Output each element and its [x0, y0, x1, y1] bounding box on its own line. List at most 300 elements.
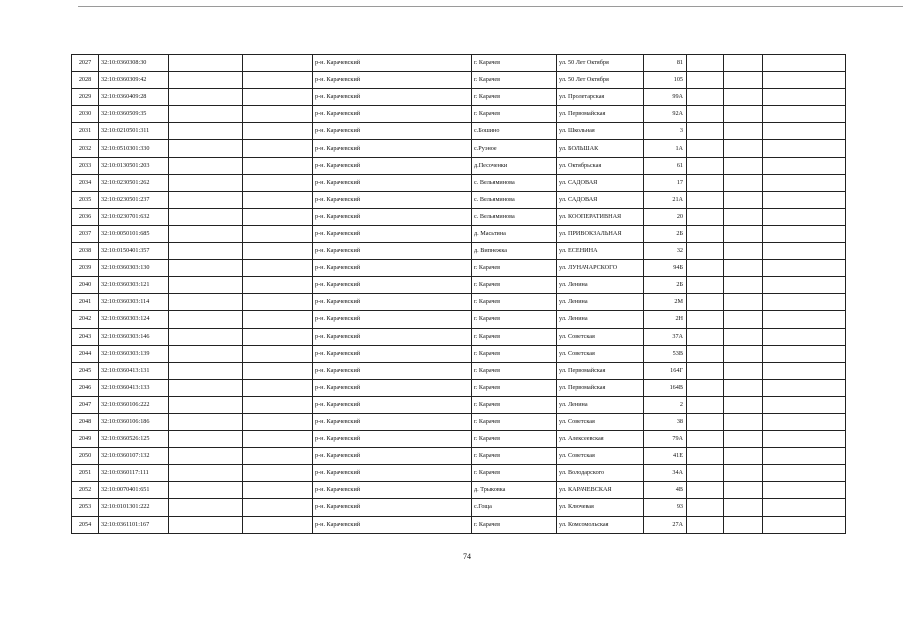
district-cell: р-н. Карачевский [313, 174, 472, 191]
house-number: 99А [644, 89, 687, 106]
street-cell: ул. Школьная [557, 123, 644, 140]
table-row [72, 72, 846, 89]
table-row [72, 123, 846, 140]
district-cell: р-н. Карачевский [313, 260, 472, 277]
house-number: 164В [644, 379, 687, 396]
street-cell: ул. САДОВАЯ [557, 174, 644, 191]
empty-cell [243, 55, 313, 72]
empty-cell [243, 225, 313, 242]
locality-cell: с. Вельяминова [472, 174, 557, 191]
empty-cell [243, 277, 313, 294]
empty-cell [724, 55, 763, 72]
empty-cell [763, 294, 846, 311]
district-cell: р-н. Карачевский [313, 243, 472, 260]
empty-cell [724, 123, 763, 140]
row-number: 2054 [72, 516, 99, 533]
empty-cell [687, 328, 724, 345]
row-number: 2041 [72, 294, 99, 311]
street-cell: ул. ЕСЕНИНА [557, 243, 644, 260]
empty-cell [763, 379, 846, 396]
empty-cell [687, 482, 724, 499]
table-row [72, 448, 846, 465]
locality-cell: г. Карачев [472, 379, 557, 396]
district-cell: р-н. Карачевский [313, 294, 472, 311]
empty-cell [243, 157, 313, 174]
street-cell: ул. Первомайская [557, 106, 644, 123]
empty-cell [687, 225, 724, 242]
empty-cell [687, 431, 724, 448]
empty-cell [763, 431, 846, 448]
empty-cell [169, 379, 243, 396]
empty-cell [243, 311, 313, 328]
locality-cell: с. Вельяминова [472, 208, 557, 225]
district-cell: р-н. Карачевский [313, 55, 472, 72]
house-number: 37А [644, 328, 687, 345]
empty-cell [724, 174, 763, 191]
district-cell: р-н. Карачевский [313, 516, 472, 533]
house-number: 2 [644, 396, 687, 413]
house-number: 2Б [644, 277, 687, 294]
row-number: 2043 [72, 328, 99, 345]
table-row [72, 106, 846, 123]
table-row [72, 465, 846, 482]
empty-cell [243, 482, 313, 499]
district-cell: р-н. Карачевский [313, 431, 472, 448]
empty-cell [169, 225, 243, 242]
locality-cell: г. Карачев [472, 396, 557, 413]
cadastral-number: 32:10:0360303:114 [99, 294, 169, 311]
locality-cell: г. Карачев [472, 362, 557, 379]
empty-cell [724, 260, 763, 277]
street-cell: ул. БОЛЬШАК [557, 140, 644, 157]
empty-cell [243, 140, 313, 157]
street-cell: ул. Пролетарская [557, 89, 644, 106]
house-number: 2Б [644, 225, 687, 242]
row-number: 2028 [72, 72, 99, 89]
page-number: 74 [463, 552, 471, 561]
empty-cell [724, 191, 763, 208]
empty-cell [169, 191, 243, 208]
row-number: 2032 [72, 140, 99, 157]
empty-cell [243, 396, 313, 413]
cadastral-number: 32:10:0360303:146 [99, 328, 169, 345]
table-row [72, 208, 846, 225]
street-cell: ул. Первомайская [557, 379, 644, 396]
empty-cell [243, 106, 313, 123]
empty-cell [687, 140, 724, 157]
locality-cell: г. Карачев [472, 328, 557, 345]
table-row [72, 277, 846, 294]
locality-cell: с.Бошино [472, 123, 557, 140]
locality-cell: г. Карачев [472, 294, 557, 311]
cadastral-number: 32:10:0230501:262 [99, 174, 169, 191]
empty-cell [687, 277, 724, 294]
district-cell: р-н. Карачевский [313, 89, 472, 106]
table-row [72, 140, 846, 157]
empty-cell [169, 431, 243, 448]
table-row [72, 516, 846, 533]
cadastral-number: 32:10:0070401:651 [99, 482, 169, 499]
row-number: 2036 [72, 208, 99, 225]
empty-cell [724, 225, 763, 242]
empty-cell [687, 123, 724, 140]
table-row [72, 294, 846, 311]
street-cell: ул. Советская [557, 448, 644, 465]
empty-cell [169, 345, 243, 362]
row-number: 2031 [72, 123, 99, 140]
cadastral-number: 32:10:0360303:139 [99, 345, 169, 362]
row-number: 2027 [72, 55, 99, 72]
district-cell: р-н. Карачевский [313, 208, 472, 225]
house-number: 94Б [644, 260, 687, 277]
empty-cell [169, 311, 243, 328]
house-number: 41Е [644, 448, 687, 465]
empty-cell [763, 396, 846, 413]
locality-cell: г. Карачев [472, 465, 557, 482]
house-number: 4В [644, 482, 687, 499]
locality-cell: с. Вельяминова [472, 191, 557, 208]
street-cell: ул. Ленина [557, 277, 644, 294]
empty-cell [243, 243, 313, 260]
district-cell: р-н. Карачевский [313, 345, 472, 362]
district-cell: р-н. Карачевский [313, 362, 472, 379]
empty-cell [763, 55, 846, 72]
empty-cell [724, 499, 763, 516]
empty-cell [243, 516, 313, 533]
table-row [72, 499, 846, 516]
empty-cell [243, 362, 313, 379]
empty-cell [724, 89, 763, 106]
house-number: 20 [644, 208, 687, 225]
row-number: 2049 [72, 431, 99, 448]
cadastral-number: 32:10:0230701:632 [99, 208, 169, 225]
house-number: 105 [644, 72, 687, 89]
cadastral-number: 32:10:0360308:30 [99, 55, 169, 72]
street-cell: ул. Ленина [557, 311, 644, 328]
empty-cell [243, 465, 313, 482]
empty-cell [243, 208, 313, 225]
empty-cell [169, 72, 243, 89]
cadastral-number: 32:10:0360526:125 [99, 431, 169, 448]
empty-cell [687, 72, 724, 89]
empty-cell [169, 277, 243, 294]
cadastral-number: 32:10:0361101:167 [99, 516, 169, 533]
locality-cell: г. Карачев [472, 106, 557, 123]
empty-cell [724, 157, 763, 174]
empty-cell [763, 277, 846, 294]
empty-cell [724, 413, 763, 430]
row-number: 2044 [72, 345, 99, 362]
empty-cell [243, 89, 313, 106]
empty-cell [169, 448, 243, 465]
empty-cell [763, 482, 846, 499]
table-row [72, 157, 846, 174]
empty-cell [687, 157, 724, 174]
empty-cell [687, 191, 724, 208]
table-row [72, 55, 846, 72]
cadastral-number: 32:10:0360309:42 [99, 72, 169, 89]
row-number: 2030 [72, 106, 99, 123]
empty-cell [724, 362, 763, 379]
empty-cell [724, 106, 763, 123]
district-cell: р-н. Карачевский [313, 448, 472, 465]
cadastral-number: 32:10:0360303:121 [99, 277, 169, 294]
locality-cell: д.Песоченки [472, 157, 557, 174]
empty-cell [169, 499, 243, 516]
cadastral-number: 32:10:0150401:357 [99, 243, 169, 260]
house-number: 2М [644, 294, 687, 311]
district-cell: р-н. Карачевский [313, 482, 472, 499]
cadastral-number: 32:10:0360117:111 [99, 465, 169, 482]
empty-cell [169, 516, 243, 533]
empty-cell [169, 294, 243, 311]
street-cell: ул. Комсомольская [557, 516, 644, 533]
empty-cell [763, 260, 846, 277]
empty-cell [243, 294, 313, 311]
empty-cell [243, 431, 313, 448]
empty-cell [687, 516, 724, 533]
empty-cell [724, 431, 763, 448]
district-cell: р-н. Карачевский [313, 277, 472, 294]
empty-cell [763, 191, 846, 208]
empty-cell [169, 260, 243, 277]
table-row [72, 362, 846, 379]
district-cell: р-н. Карачевский [313, 413, 472, 430]
locality-cell: г. Карачев [472, 516, 557, 533]
row-number: 2048 [72, 413, 99, 430]
cadastral-number: 32:10:0360303:124 [99, 311, 169, 328]
empty-cell [169, 413, 243, 430]
cadastral-number: 32:10:0360107:132 [99, 448, 169, 465]
cadastral-number: 32:10:0360413:133 [99, 379, 169, 396]
empty-cell [243, 123, 313, 140]
street-cell: ул. ПРИВОКЗАЛЬНАЯ [557, 225, 644, 242]
locality-cell: с.Руэнoe [472, 140, 557, 157]
locality-cell: г. Карачев [472, 448, 557, 465]
street-cell: ул. Володарского [557, 465, 644, 482]
locality-cell: д. Випнежка [472, 243, 557, 260]
house-number: 34А [644, 465, 687, 482]
empty-cell [243, 260, 313, 277]
street-cell: ул. 50 Лет Октября [557, 55, 644, 72]
empty-cell [169, 396, 243, 413]
district-cell: р-н. Карачевский [313, 499, 472, 516]
house-number: 81 [644, 55, 687, 72]
empty-cell [763, 448, 846, 465]
row-number: 2042 [72, 311, 99, 328]
empty-cell [724, 465, 763, 482]
cadastral-number: 32:10:0360409:28 [99, 89, 169, 106]
district-cell: р-н. Карачевский [313, 379, 472, 396]
cadastral-number: 32:10:0360106:186 [99, 413, 169, 430]
locality-cell: г. Карачев [472, 431, 557, 448]
empty-cell [169, 140, 243, 157]
empty-cell [724, 328, 763, 345]
empty-cell [687, 260, 724, 277]
table-row [72, 311, 846, 328]
cadastral-number: 32:10:0360106:222 [99, 396, 169, 413]
locality-cell: г. Карачев [472, 260, 557, 277]
table-row [72, 89, 846, 106]
empty-cell [724, 277, 763, 294]
empty-cell [687, 243, 724, 260]
empty-cell [763, 157, 846, 174]
empty-cell [724, 243, 763, 260]
empty-cell [243, 72, 313, 89]
row-number: 2040 [72, 277, 99, 294]
district-cell: р-н. Карачевский [313, 328, 472, 345]
cadastral-number: 32:10:0510301:330 [99, 140, 169, 157]
empty-cell [724, 396, 763, 413]
empty-cell [687, 448, 724, 465]
empty-cell [763, 362, 846, 379]
locality-cell: г. Карачев [472, 311, 557, 328]
house-number: 61 [644, 157, 687, 174]
empty-cell [243, 448, 313, 465]
empty-cell [763, 208, 846, 225]
street-cell: ул. САДОВАЯ [557, 191, 644, 208]
table-row [72, 174, 846, 191]
table-row [72, 225, 846, 242]
street-cell: ул. Советская [557, 413, 644, 430]
empty-cell [169, 362, 243, 379]
empty-cell [687, 55, 724, 72]
row-number: 2035 [72, 191, 99, 208]
locality-cell: д. Масьтина [472, 225, 557, 242]
empty-cell [763, 499, 846, 516]
locality-cell: г. Карачев [472, 72, 557, 89]
house-number: 92А [644, 106, 687, 123]
locality-cell: д. Трыковка [472, 482, 557, 499]
house-number: 21А [644, 191, 687, 208]
street-cell: ул. КАРАЧЕВСКАЯ [557, 482, 644, 499]
table-row [72, 345, 846, 362]
street-cell: ул. ЛУНАЧАРСКОГО [557, 260, 644, 277]
table-row [72, 482, 846, 499]
empty-cell [763, 311, 846, 328]
table-row [72, 191, 846, 208]
empty-cell [687, 499, 724, 516]
street-cell: ул. Советская [557, 328, 644, 345]
empty-cell [724, 311, 763, 328]
empty-cell [243, 499, 313, 516]
empty-cell [724, 140, 763, 157]
locality-cell: г. Карачев [472, 277, 557, 294]
empty-cell [763, 123, 846, 140]
cadastral-number: 32:10:0130501:203 [99, 157, 169, 174]
row-number: 2047 [72, 396, 99, 413]
district-cell: р-н. Карачевский [313, 140, 472, 157]
district-cell: р-н. Карачевский [313, 311, 472, 328]
cadastral-number: 32:10:0050101:685 [99, 225, 169, 242]
cadastral-number: 32:10:0230501:237 [99, 191, 169, 208]
empty-cell [763, 243, 846, 260]
empty-cell [687, 379, 724, 396]
empty-cell [243, 345, 313, 362]
house-number: 3 [644, 123, 687, 140]
street-cell: ул. Ленина [557, 294, 644, 311]
row-number: 2053 [72, 499, 99, 516]
table-row [72, 396, 846, 413]
street-cell: ул. 50 Лет Октября [557, 72, 644, 89]
empty-cell [169, 123, 243, 140]
row-number: 2038 [72, 243, 99, 260]
district-cell: р-н. Карачевский [313, 396, 472, 413]
empty-cell [169, 174, 243, 191]
empty-cell [169, 328, 243, 345]
row-number: 2052 [72, 482, 99, 499]
empty-cell [763, 106, 846, 123]
empty-cell [724, 208, 763, 225]
house-number: 79А [644, 431, 687, 448]
street-cell: ул. КООПЕРАТИВНАЯ [557, 208, 644, 225]
house-number: 53В [644, 345, 687, 362]
empty-cell [763, 328, 846, 345]
cadastral-number: 32:10:0360413:131 [99, 362, 169, 379]
empty-cell [724, 345, 763, 362]
house-number: 164Г [644, 362, 687, 379]
table-row [72, 328, 846, 345]
locality-cell: с.Гоща [472, 499, 557, 516]
empty-cell [687, 106, 724, 123]
table-row [72, 431, 846, 448]
street-cell: ул. Советская [557, 345, 644, 362]
row-number: 2037 [72, 225, 99, 242]
district-cell: р-н. Карачевский [313, 191, 472, 208]
district-cell: р-н. Карачевский [313, 157, 472, 174]
house-number: 27А [644, 516, 687, 533]
table-row [72, 413, 846, 430]
street-cell: ул. Ключевая [557, 499, 644, 516]
empty-cell [243, 379, 313, 396]
district-cell: р-н. Карачевский [313, 123, 472, 140]
row-number: 2050 [72, 448, 99, 465]
empty-cell [169, 106, 243, 123]
house-number: 32 [644, 243, 687, 260]
empty-cell [243, 174, 313, 191]
empty-cell [763, 345, 846, 362]
locality-cell: г. Карачев [472, 345, 557, 362]
house-number: 2Н [644, 311, 687, 328]
empty-cell [763, 413, 846, 430]
empty-cell [243, 413, 313, 430]
empty-cell [169, 482, 243, 499]
empty-cell [687, 208, 724, 225]
empty-cell [724, 294, 763, 311]
empty-cell [243, 328, 313, 345]
empty-cell [687, 465, 724, 482]
locality-cell: г. Карачев [472, 413, 557, 430]
empty-cell [169, 55, 243, 72]
table-row [72, 379, 846, 396]
row-number: 2034 [72, 174, 99, 191]
empty-cell [169, 465, 243, 482]
empty-cell [724, 448, 763, 465]
empty-cell [687, 362, 724, 379]
empty-cell [763, 140, 846, 157]
house-number: 38 [644, 413, 687, 430]
empty-cell [243, 191, 313, 208]
empty-cell [169, 157, 243, 174]
empty-cell [687, 396, 724, 413]
empty-cell [763, 465, 846, 482]
row-number: 2039 [72, 260, 99, 277]
empty-cell [763, 174, 846, 191]
cadastral-number: 32:10:0210501:311 [99, 123, 169, 140]
empty-cell [724, 482, 763, 499]
empty-cell [763, 225, 846, 242]
empty-cell [724, 516, 763, 533]
